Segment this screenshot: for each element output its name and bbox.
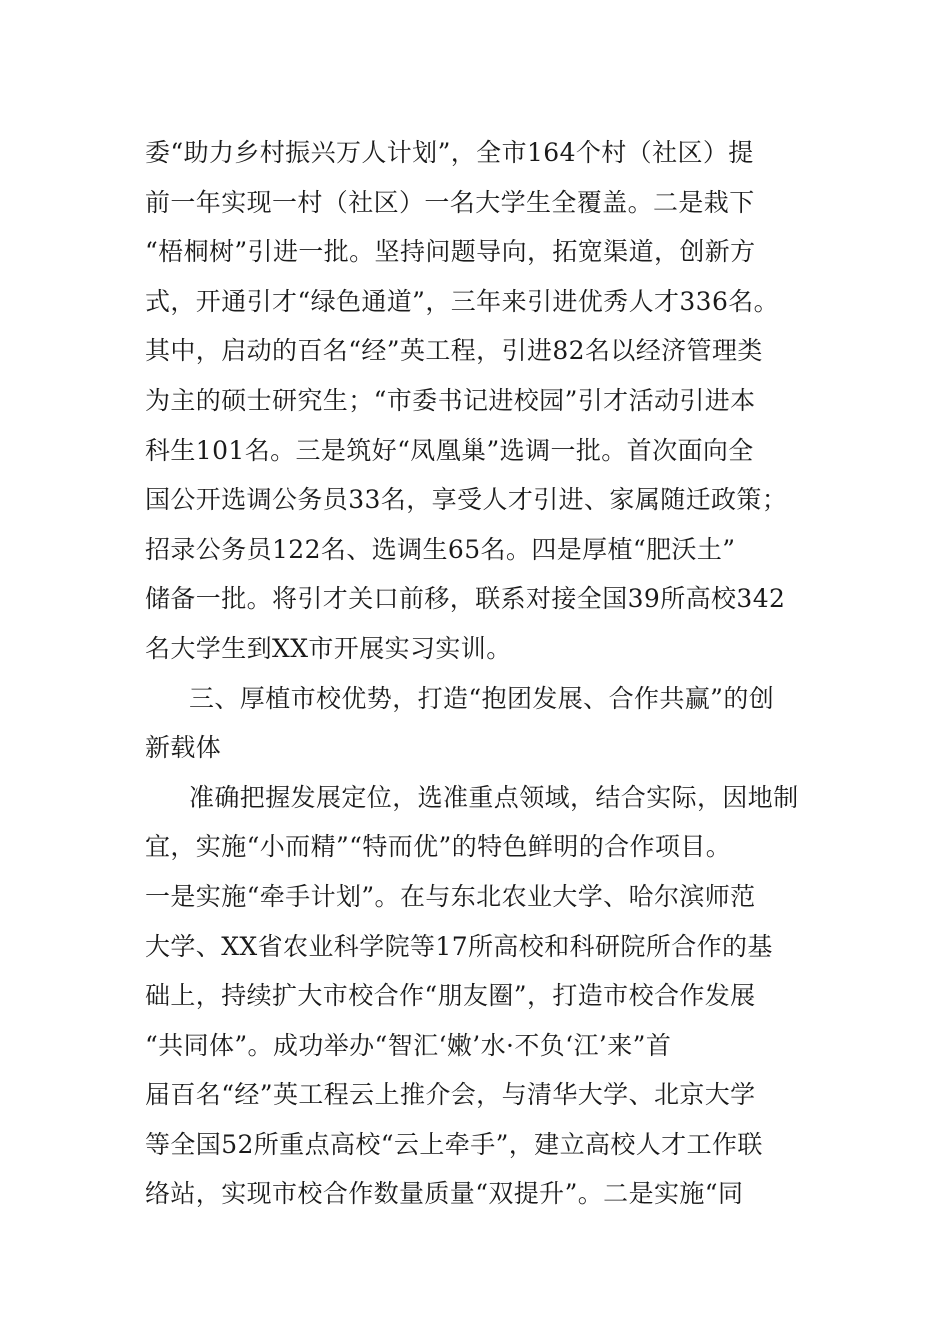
text-line: “共同体”。成功举办“智汇‘嫩’水·不负‘江’来”首 <box>145 1030 672 1060</box>
text-line: 准确把握发展定位，选准重点领域，结合实际，因地制 <box>189 782 799 812</box>
text-line: “梧桐树”引进一批。坚持问题导向，拓宽渠道，创新方 <box>145 237 756 267</box>
text-line: 其中，启动的百名“经”英工程，引进82名以经济管理类 <box>145 336 763 366</box>
text-line: 为主的硕士研究生；“市委书记进校园”引才活动引进本 <box>145 385 756 415</box>
text-line: 宜，实施“小而精”“特而优”的特色鲜明的合作项目。 <box>145 832 732 862</box>
text-line: 委“助力乡村振兴万人计划”，全市164个村（社区）提 <box>145 138 754 167</box>
text-line: 名大学生到XX市开展实习实训。 <box>145 633 512 663</box>
text-line: 等全国52所重点高校“云上牵手”，建立高校人才工作联 <box>145 1129 763 1159</box>
text-line: 届百名“经”英工程云上推介会，与清华大学、北京大学 <box>145 1080 756 1110</box>
document-body <box>145 128 810 1219</box>
text-line: 科生101名。三是筑好“凤凰巢”选调一批。首次面向全 <box>145 435 754 465</box>
text-line: 国公开选调公务员33名，享受人才引进、家属随迁政策； <box>145 485 788 515</box>
text-line: 储备一批。将引才关口前移，联系对接全国39所高校342 <box>145 584 786 614</box>
section-heading-line: 三、厚植市校优势，打造“抱团发展、合作共赢”的创 <box>189 683 775 713</box>
text-line: 招录公务员122名、选调生65名。四是厚植“肥沃土” <box>145 534 736 564</box>
section-heading-line: 新载体 <box>145 733 222 763</box>
text-line: 前一年实现一村（社区）一名大学生全覆盖。二是栽下 <box>145 187 755 217</box>
text-line: 络站，实现市校合作数量质量“双提升”。二是实施“同 <box>145 1179 744 1209</box>
text-line: 础上，持续扩大市校合作“朋友圈”，打造市校合作发展 <box>145 981 756 1011</box>
text-line: 一是实施“牵手计划”。在与东北农业大学、哈尔滨师范 <box>145 881 756 911</box>
text-line: 大学、XX省农业科学院等17所高校和科研院所合作的基 <box>145 931 773 961</box>
text-line: 式，开通引才“绿色通道”，三年来引进优秀人才336名。 <box>145 286 780 316</box>
